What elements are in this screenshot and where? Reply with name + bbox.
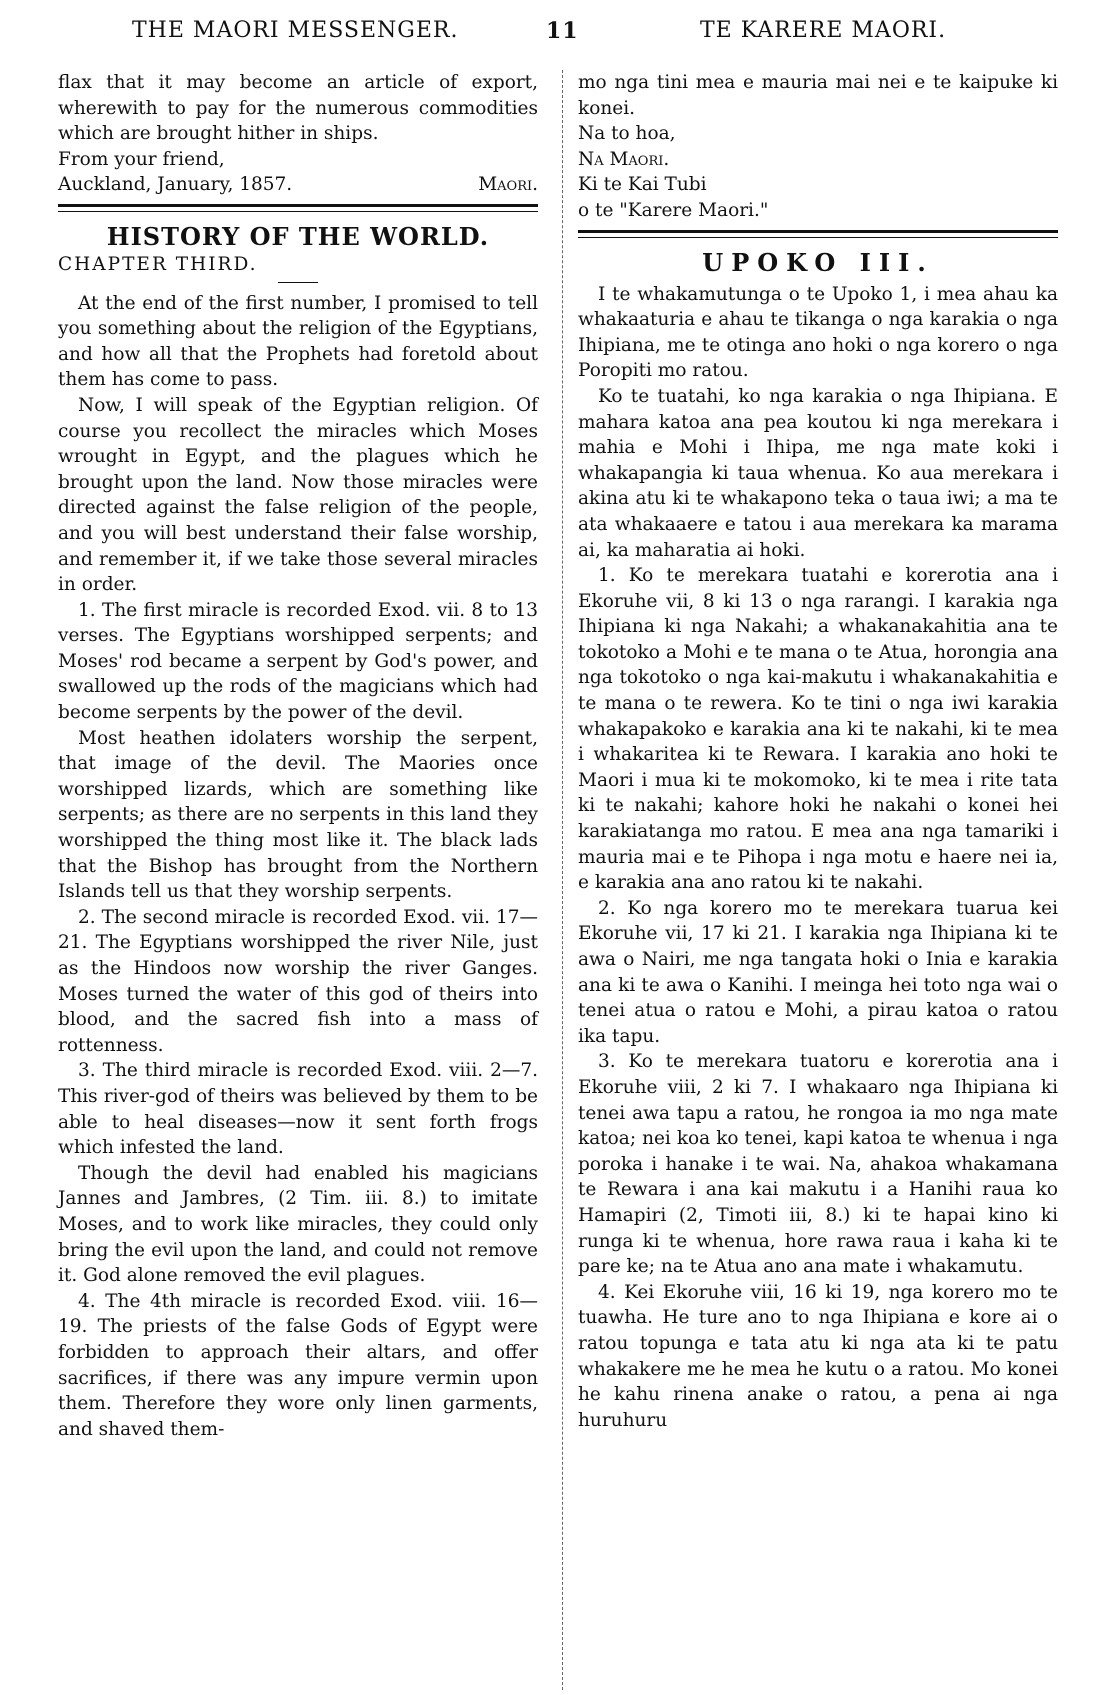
section-rule — [578, 230, 1058, 238]
english-paragraph: Most heathen idolaters worship the serpent, that image of the devil. The Maories once worshipped lizards, which are something like serpents; as there are no serpents in this land they worshipped the thing most like it. The black lads that the Bishop has brought from the Northern Islands tell us that they worship serpents. — [58, 727, 538, 903]
english-column — [58, 70, 538, 1442]
maori-paragraph: Ko te tuatahi, ko nga karakia o nga Ihipiana. E mahara katoa ana pea koutou ki nga merekara i mahia e Mohi i Ihipa, me nga mate koki i whakapangia ki taua whenua. Ko aua merekara i akina atu ki te whakapono teka o taua iwi; a ma te ata whakaaere e tatou i aua merekara ka marama ai, ka maharatia ai hoki. — [578, 385, 1058, 561]
page-header — [0, 18, 1114, 58]
english-signoff: From your friend, — [58, 148, 225, 170]
maori-signature: Na Maori. — [578, 148, 670, 170]
maori-column — [578, 70, 1058, 1433]
title-dash — [278, 282, 318, 283]
maori-addressee: Ki te Kai Tubi — [578, 174, 707, 196]
maori-addressee-paper: o te "Karere Maori." — [578, 199, 769, 221]
maori-chapter-title: UPOKO III. — [702, 247, 934, 277]
page-number: 11 — [546, 18, 579, 44]
english-paragraph: 3. The third miracle is recorded Exod. viii. 2—7. This river-god of theirs was believed by them to be able to heal diseases—now it sent forth frogs which infested the land. — [58, 1060, 538, 1159]
english-place-line — [58, 172, 538, 198]
maori-paragraph: 1. Ko te merekara tuatahi e korerotia ana i Ekoruhe vii, 8 ki 13 o nga rarangi. I karakia nga Ihipiana ki nga Nakahi; a whakanakahitia ana te tokotoko a Mohi e te mana o te Atua, horongia ana nga tokotoko o nga kai-makutu i whakanakahitia e te mana o te rewera. Ko te tini o nga iwi karakia whakapakoko e karakia ana ki te nakahi, ki te mea i whakaritea ki te Rewara. I karakia ano hoki te Maori i mua ki te mokomoko, ki te mea i rite tata ki te nakahi; kahore hoki he nakahi o konei hei karakiatanga mo ratou. E mea ana nga tamariki i mauria mai e te Pihopa i nga motu e haere nei ia, e karakia ana ano ratou ki te nakahi. — [578, 565, 1058, 894]
english-intro-paragraph: flax that it may become an article of export, wherewith to pay for the numerous commodities which are brought hither in ships. — [58, 72, 538, 145]
header-english-title: THE MAORI MESSENGER. — [132, 18, 459, 43]
section-rule — [58, 204, 538, 212]
maori-paragraph: I te whakamutunga o te Upoko 1, i mea ahau ka whakaaturia e ahau te tikanga o nga karakia o nga Ihipiana, me te otinga ano hoki o nga korero o nga Poropiti mo ratou. — [578, 283, 1058, 382]
english-paragraph: 4. The 4th miracle is recorded Exod. viii. 16—19. The priests of the false Gods of Egypt were forbidden to approach their altars, and offer sacrifices, if there was any impure vermin upon them. Therefore they wore only linen garments, and shaved them- — [58, 1290, 538, 1440]
english-paragraph: Though the devil had enabled his magicians Jannes and Jambres, (2 Tim. iii. 8.) to imitate Moses, and to work like miracles, they could only bring the evil upon the land, and could not remove it. God alone removed the evil plagues. — [58, 1162, 538, 1287]
english-paragraph: 2. The second miracle is recorded Exod. vii. 17—21. The Egyptians worshipped the river Nile, just as the Hindoos now worship the river Ganges. Moses turned the water of this god of theirs into blood, and the sacred fish into a mass of rottenness. — [58, 906, 538, 1056]
chapter-subtitle: CHAPTER THIRD. — [58, 253, 258, 275]
header-maori-title: TE KARERE MAORI. — [700, 18, 947, 43]
column-divider — [562, 70, 563, 1690]
maori-paragraph: 2. Ko nga korero mo te merekara tuarua kei Ekoruhe vii, 17 ki 21. I karakia nga Ihipiana ki te awa o Nairi, me nga tangata hoki o Inia e karakia ana ki te awa o Kanihi. I meinga hei toto nga wai o tenei atua o ratou e Mohi, a pirau katoa o ratou ika tapu. — [578, 897, 1058, 1047]
maori-paragraph: 4. Kei Ekoruhe viii, 16 ki 19, nga korero mo te tuawha. He ture ano to nga Ihipiana e kore ai o ratou topunga e tata atu ki nga ata ki te patu whakakere me he mea he kutu o a ratou. Mo konei he kahu rinena anake o ratou, a pena ai nga huruhuru — [578, 1281, 1058, 1431]
english-paragraph: At the end of the first number, I promised to tell you something about the religion of the Egyptians, and how all that the Prophets had foretold about them has come to pass. — [58, 292, 538, 391]
english-paragraph: Now, I will speak of the Egyptian religion. Of course you recollect the miracles which Moses wrought in Egypt, and the plagues which he brought upon the land. Now those miracles were directed against the false religion of the people, and you will best understand their false worship, and remember it, if we take those several miracles in order. — [58, 394, 538, 596]
english-place-date: Auckland, January, 1857. — [58, 174, 293, 196]
maori-signoff: Na to hoa, — [578, 123, 676, 145]
article-title: HISTORY OF THE WORLD. — [106, 221, 490, 251]
english-paragraph: 1. The first miracle is recorded Exod. vii. 8 to 13 verses. The Egyptians worshipped serpents; and Moses' rod became a serpent by God's power, and swallowed up the rods of the magicians which had become serpents by the power of the devil. — [58, 599, 538, 724]
maori-paragraph: 3. Ko te merekara tuatoru e korerotia ana i Ekoruhe viii, 2 ki 7. I whakaaro nga Ihipiana ki tenei awa tapu a ratou, he rongoa ia mo nga mate katoa; nei koa ko tenei, kapi katoa te whenua i nga poroka i hanake i te wai. Na, ahakoa whakamana te Rewara i ana kai makutu i a Hanihi raua ko Hamapiri (2, Timoti iii, 8.) ki te hapai kino ki runga ki te whenua, hore rawa raua i kaha ki te pare ke; na te Atua ano ana mate i whakamutu. — [578, 1051, 1058, 1278]
maori-intro-paragraph: mo nga tini mea e mauria mai nei e te kaipuke ki konei. — [578, 72, 1058, 119]
english-signature: Maori. — [478, 174, 538, 196]
